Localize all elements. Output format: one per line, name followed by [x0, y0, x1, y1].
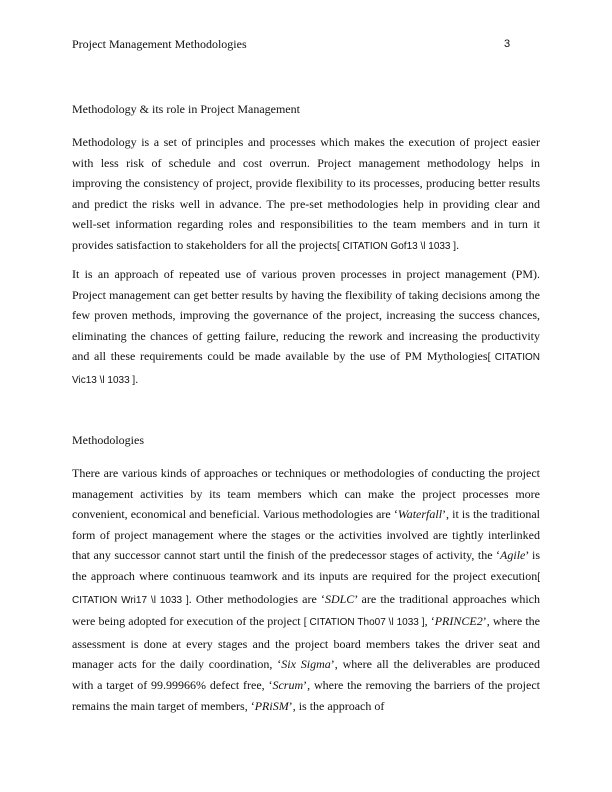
citation-tho07: [ CITATION Tho07 \l 1033 ] [303, 617, 425, 629]
page-header [72, 36, 540, 52]
paragraph-pm-approach [72, 264, 540, 392]
term-prince2: PRINCE2 [434, 614, 483, 629]
paragraph-methodology-definition [72, 132, 540, 258]
text-segment: ’, where the removing the barriers of the project remains the main target of members, ‘ [72, 677, 540, 713]
paragraph-text: It is an approach of repeated use of various proven processes in project management (PM). Project management can get better results by having the flexibility of taking decisions among the few proven methods, improving the governance of the project, increasing the success chances, eliminating the chances of getting failure, reducing the rework and increasing the productivity and all these requirements could be made available by the use of PM Mythologies [72, 267, 540, 364]
page-number: 3 [504, 38, 511, 50]
text-segment: , ‘ [424, 614, 435, 629]
text-segment: ’, where all the deliverables are produced with a target of 99.99966% defect free, ‘ [72, 657, 540, 692]
text-segment: ’ is the approach where continuous teamwork and its inputs are required for the project execution [72, 548, 540, 583]
text-segment: ’, is the approach of [288, 698, 385, 713]
paragraph-text-end: . [135, 371, 139, 386]
paragraph-text-end: . [456, 237, 460, 252]
term-waterfall: Waterfall [397, 507, 443, 522]
citation-gof13: [ CITATION Gof13 \l 1033 ] [336, 240, 457, 252]
text-segment: ’, it is the traditional form of project management where the stages or the activities involved are tightly interlinked that any successor cannot start until the finish of the predecessor stages of activity, the ‘ [72, 507, 540, 563]
term-sdlc: SDLC [324, 591, 355, 606]
section-heading-methodology-role: Methodology & its role in Project Management [72, 102, 300, 116]
term-prism: PRiSM [254, 698, 289, 713]
term-scrum: Scrum [272, 677, 304, 692]
citation-vic13: [ CITATION Vic13 \l 1033 ] [72, 352, 540, 386]
paragraph-methodologies-list [72, 463, 540, 716]
term-agile: Agile [500, 548, 526, 563]
term-six-sigma: Six Sigma [281, 657, 331, 672]
text-segment: ’ are the traditional approaches which were being adopted for execution of the project [72, 591, 541, 629]
citation-wri17: [ CITATION Wri17 \l 1033 ] [72, 571, 540, 606]
running-head-title: Project Management Methodologies [72, 37, 247, 51]
text-segment: . Other methodologies are ‘ [188, 591, 325, 606]
text-segment: ’, where the assessment is done at every stages and the project board members takes the driver seat and manager acts for the daily coordination, ‘ [72, 614, 540, 672]
section-heading-methodologies: Methodologies [72, 433, 144, 447]
paragraph-text: Methodology is a set of principles and processes which makes the execution of project easier with less risk of schedule and cost overrun. Project management methodology helps in improving the consistency of project, provide flexibility to its processes, producing better results and predict the risks well in advance. The pre-set methodologies help in providing clear and well-set information regarding roles and responsibilities to the team members and in turn it provides satisfaction to stakeholders for all the projects [72, 135, 540, 252]
text-segment: There are various kinds of approaches or techniques or methodologies of conducting the project management activities by its team members which can make the project processes more convenient, economical and beneficial. Various methodologies are ‘ [72, 466, 540, 522]
